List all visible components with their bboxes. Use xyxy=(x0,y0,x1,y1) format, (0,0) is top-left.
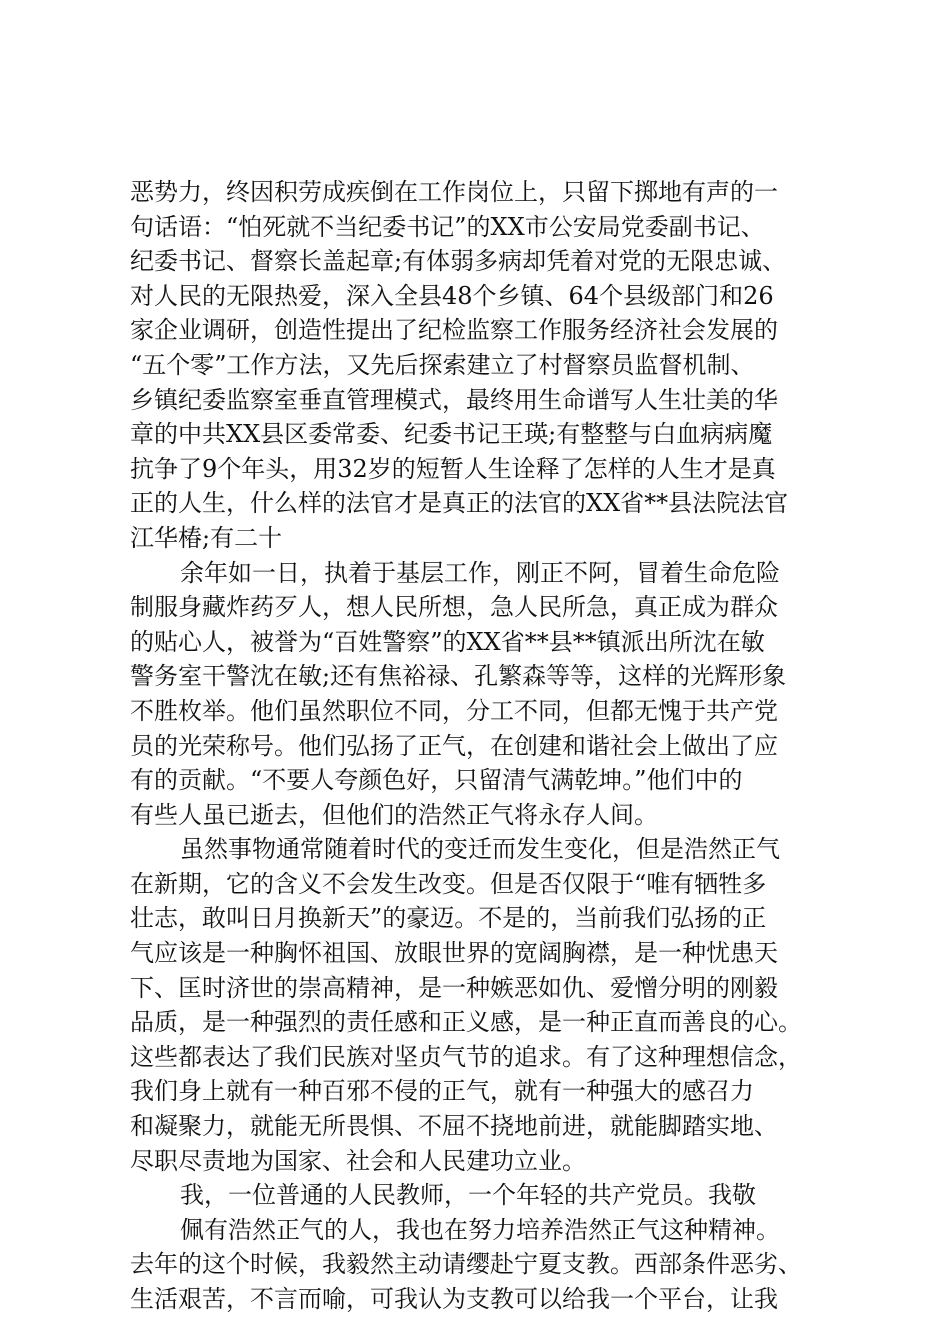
text-line: 气应该是一种胸怀祖国、放眼世界的宽阔胸襟，是一种忧患天 xyxy=(130,939,778,968)
text-line: 家企业调研，创造性提出了纪检监察工作服务经济社会发展的 xyxy=(130,316,778,345)
text-line: 员的光荣称号。他们弘扬了正气，在创建和谐社会上做出了应 xyxy=(130,731,778,760)
text-line: 乡镇纪委监察室垂直管理模式，最终用生命谱写人生壮美的华 xyxy=(130,385,778,414)
text-line: 纪委书记、督察长盖起章;有体弱多病却凭着对党的无限忠诚、 xyxy=(130,247,787,276)
text-line: 江华椿;有二十 xyxy=(130,523,283,552)
text-line: 这些都表达了我们民族对坚贞气节的追求。有了这种理想信念， xyxy=(130,1042,802,1071)
text-line: 生活艰苦，不言而喻，可我认为支教可以给我一个平台，让我 xyxy=(130,1285,778,1313)
text-line: 正的人生，什么样的法官才是真正的法官的XX省**县法院法官 xyxy=(130,489,789,518)
text-line: 制服身藏炸药歹人，想人民所想，急人民所急，真正成为群众 xyxy=(130,593,778,622)
text-line: 下、匡时济世的崇高精神，是一种嫉恶如仇、爱憎分明的刚毅 xyxy=(130,973,778,1002)
text-line: 我们身上就有一种百邪不侵的正气，就有一种强大的感召力 xyxy=(130,1077,754,1106)
paragraph-first-line: 佩有浩然正气的人，我也在努力培养浩然正气这种精神。 xyxy=(180,1215,780,1244)
text-line: 和凝聚力，就能无所畏惧、不屈不挠地前进，就能脚踏实地、 xyxy=(130,1112,778,1141)
text-line: 恶势力，终因积劳成疾倒在工作岗位上，只留下掷地有声的一 xyxy=(130,178,778,206)
text-line: 章的中共XX县区委常委、纪委书记王瑛;有整整与白血病病魔 xyxy=(130,420,773,449)
paragraph-first-line: 余年如一日，执着于基层工作，刚正不阿，冒着生命危险 xyxy=(180,558,780,587)
text-line: 品质，是一种强烈的责任感和正义感，是一种正直而善良的心。 xyxy=(130,1008,802,1037)
text-line: 去年的这个时候，我毅然主动请缨赴宁夏支教。西部条件恶劣、 xyxy=(130,1250,802,1279)
paragraph-first-line: 我，一位普通的人民教师，一个年轻的共产党员。我敬 xyxy=(180,1181,756,1210)
text-line: 对人民的无限热爱，深入全县48个乡镇、64个县级部门和26 xyxy=(130,281,774,310)
text-line: 尽职尽责地为国家、社会和人民建功立业。 xyxy=(130,1146,586,1175)
text-line: 的贴心人，被誉为“百姓警察”的XX省**县**镇派出所沈在敏 xyxy=(130,627,765,656)
paragraph-first-line: 虽然事物通常随着时代的变迁而发生变化，但是浩然正气 xyxy=(180,835,780,864)
text-line: “五个零”工作方法，又先后探索建立了村督察员监督机制、 xyxy=(130,350,755,379)
text-line: 壮志，敢叫日月换新天”的豪迈。不是的，当前我们弘扬的正 xyxy=(130,904,767,933)
text-line: 不胜枚举。他们虽然职位不同，分工不同，但都无愧于共产党 xyxy=(130,696,778,725)
text-line: 句话语：“怕死就不当纪委书记”的XX市公安局党委副书记、 xyxy=(130,212,765,241)
text-line: 警务室干警沈在敏;还有焦裕禄、孔繁森等等，这样的光辉形象 xyxy=(130,662,787,691)
text-line: 在新期，它的含义不会发生改变。但是否仅限于“唯有牺牲多 xyxy=(130,869,767,898)
text-line: 抗争了9个年头，用32岁的短暂人生诠释了怎样的人生才是真 xyxy=(130,454,776,483)
text-line: 有的贡献。“不要人夸颜色好，只留清气满乾坤。”他们中的 xyxy=(130,766,743,795)
body-text xyxy=(130,175,830,1317)
text-line: 有些人虽已逝去，但他们的浩然正气将永存人间。 xyxy=(130,800,658,829)
